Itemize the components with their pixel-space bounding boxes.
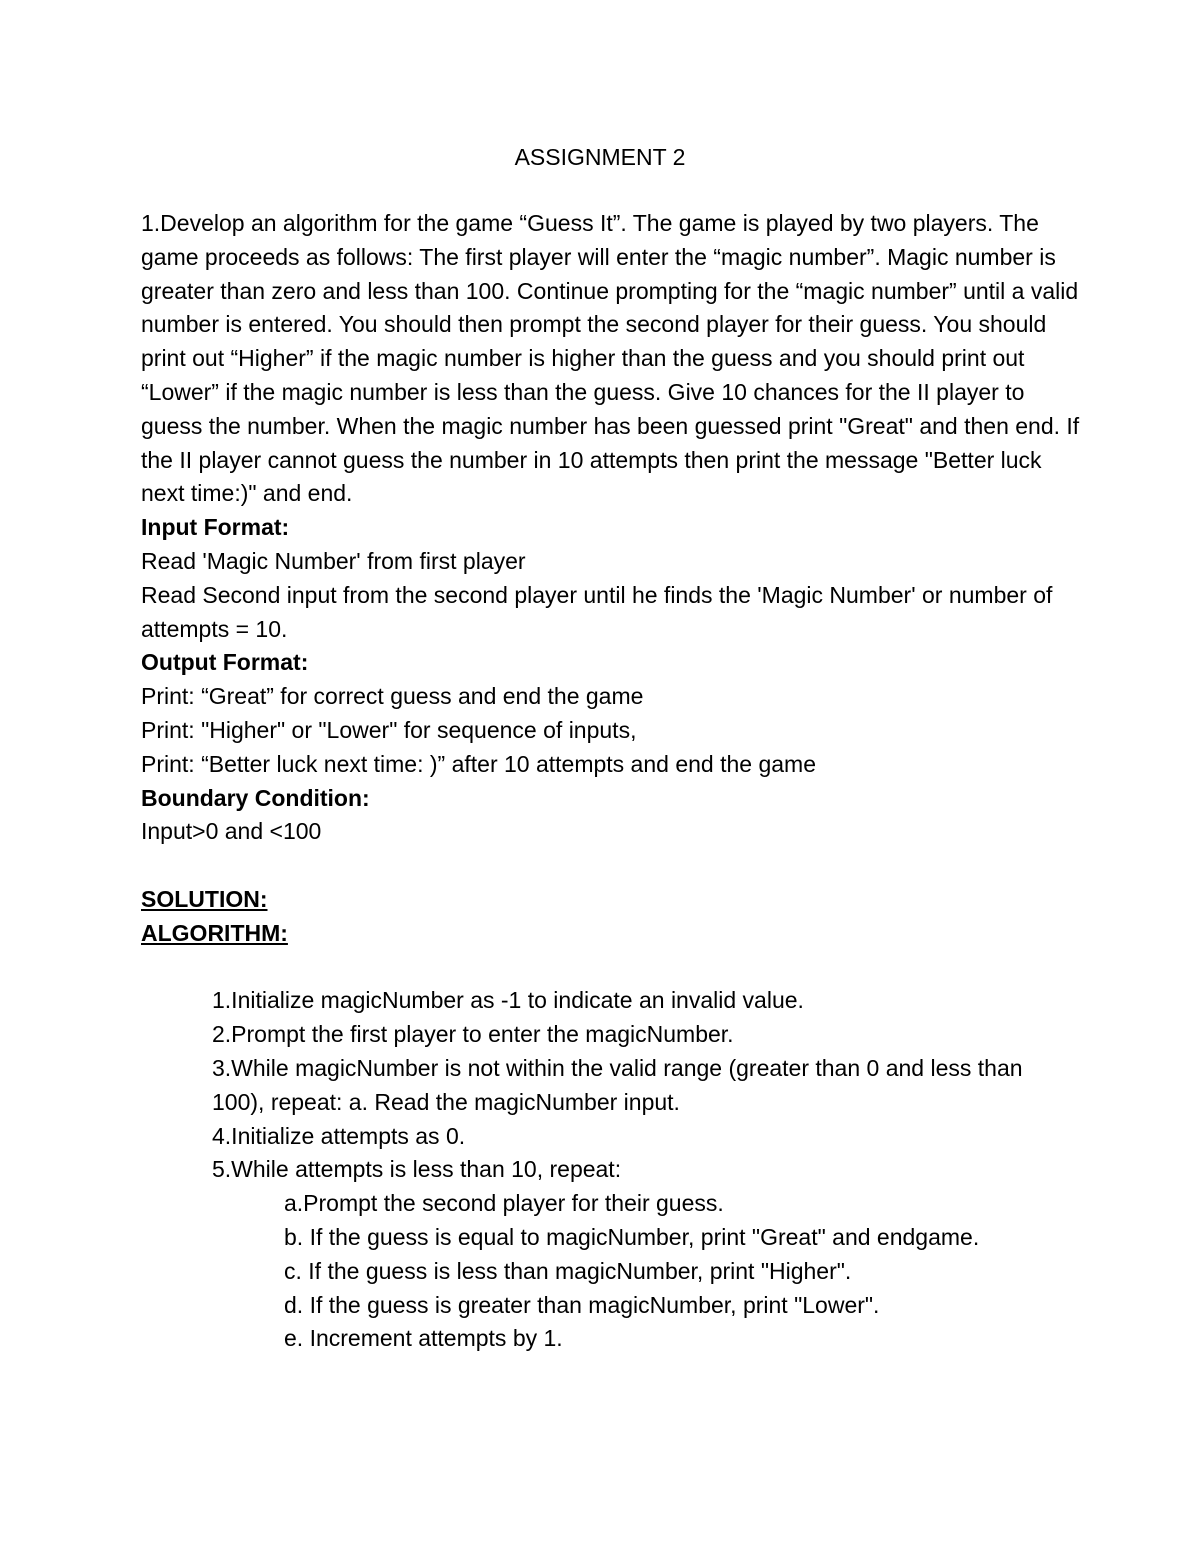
input-format-line: Read Second input from the second player until he finds the 'Magic Number' or number of attempts = 10. [141, 581, 1053, 642]
algorithm-substep: b. If the guess is equal to magicNumber, print "Great" and endgame. [284, 1223, 980, 1250]
boundary-condition-line: Input>0 and <100 [141, 818, 322, 845]
spacer [141, 849, 1081, 883]
algorithm-steps [141, 984, 1081, 1356]
document-body [141, 207, 1081, 1356]
output-format-line: Print: "Higher" or "Lower" for sequence of inputs, [141, 716, 637, 743]
algorithm-substep: c. If the guess is less than magicNumber, print "Higher". [284, 1257, 852, 1284]
output-format-heading: Output Format: [141, 649, 309, 676]
input-format-heading: Input Format: [141, 514, 290, 541]
algorithm-substeps [212, 1187, 1081, 1356]
document-title: ASSIGNMENT 2 [514, 144, 686, 170]
algorithm-step: 2.Prompt the first player to enter the magicNumber. [212, 1021, 734, 1048]
problem-statement: 1.Develop an algorithm for the game “Guess It”. The game is played by two players. The game proceeds as follows: The first player will enter the “magic number”. Magic number is greater than zero and less than 100. Continue prompting for the “magic number” until a valid number is entered. You should then prompt the second player for their guess. You should print out “Higher” if the magic number is higher than the guess and you should print out “Lower” if the magic number is less than the guess. Give 10 chances for the II player to guess the number. When the magic number has been guessed print "Great" and then end. If the II player cannot guess the number in 10 attempts then print the message "Better luck next time:)" and end. [141, 210, 1080, 507]
algorithm-heading: ALGORITHM: [141, 919, 288, 946]
solution-heading: SOLUTION: [141, 885, 268, 912]
output-format-line: Print: “Better luck next time: )” after 10 attempts and end the game [141, 750, 816, 777]
input-format-line: Read 'Magic Number' from first player [141, 547, 526, 574]
algorithm-step: 4.Initialize attempts as 0. [212, 1122, 466, 1149]
algorithm-substep: a.Prompt the second player for their guess. [284, 1190, 724, 1217]
output-format-line: Print: “Great” for correct guess and end the game [141, 683, 644, 710]
spacer [141, 951, 1081, 985]
algorithm-step: 5.While attempts is less than 10, repeat: [212, 1156, 622, 1183]
algorithm-step: 1.Initialize magicNumber as -1 to indicate an invalid value. [212, 987, 804, 1014]
algorithm-step: 3.While magicNumber is not within the valid range (greater than 0 and less than 100), repeat: a. Read the magicNumber input. [212, 1054, 1023, 1115]
boundary-condition-heading: Boundary Condition: [141, 784, 370, 811]
algorithm-substep: e. Increment attempts by 1. [284, 1325, 563, 1352]
algorithm-substep: d. If the guess is greater than magicNumber, print "Lower". [284, 1291, 880, 1318]
